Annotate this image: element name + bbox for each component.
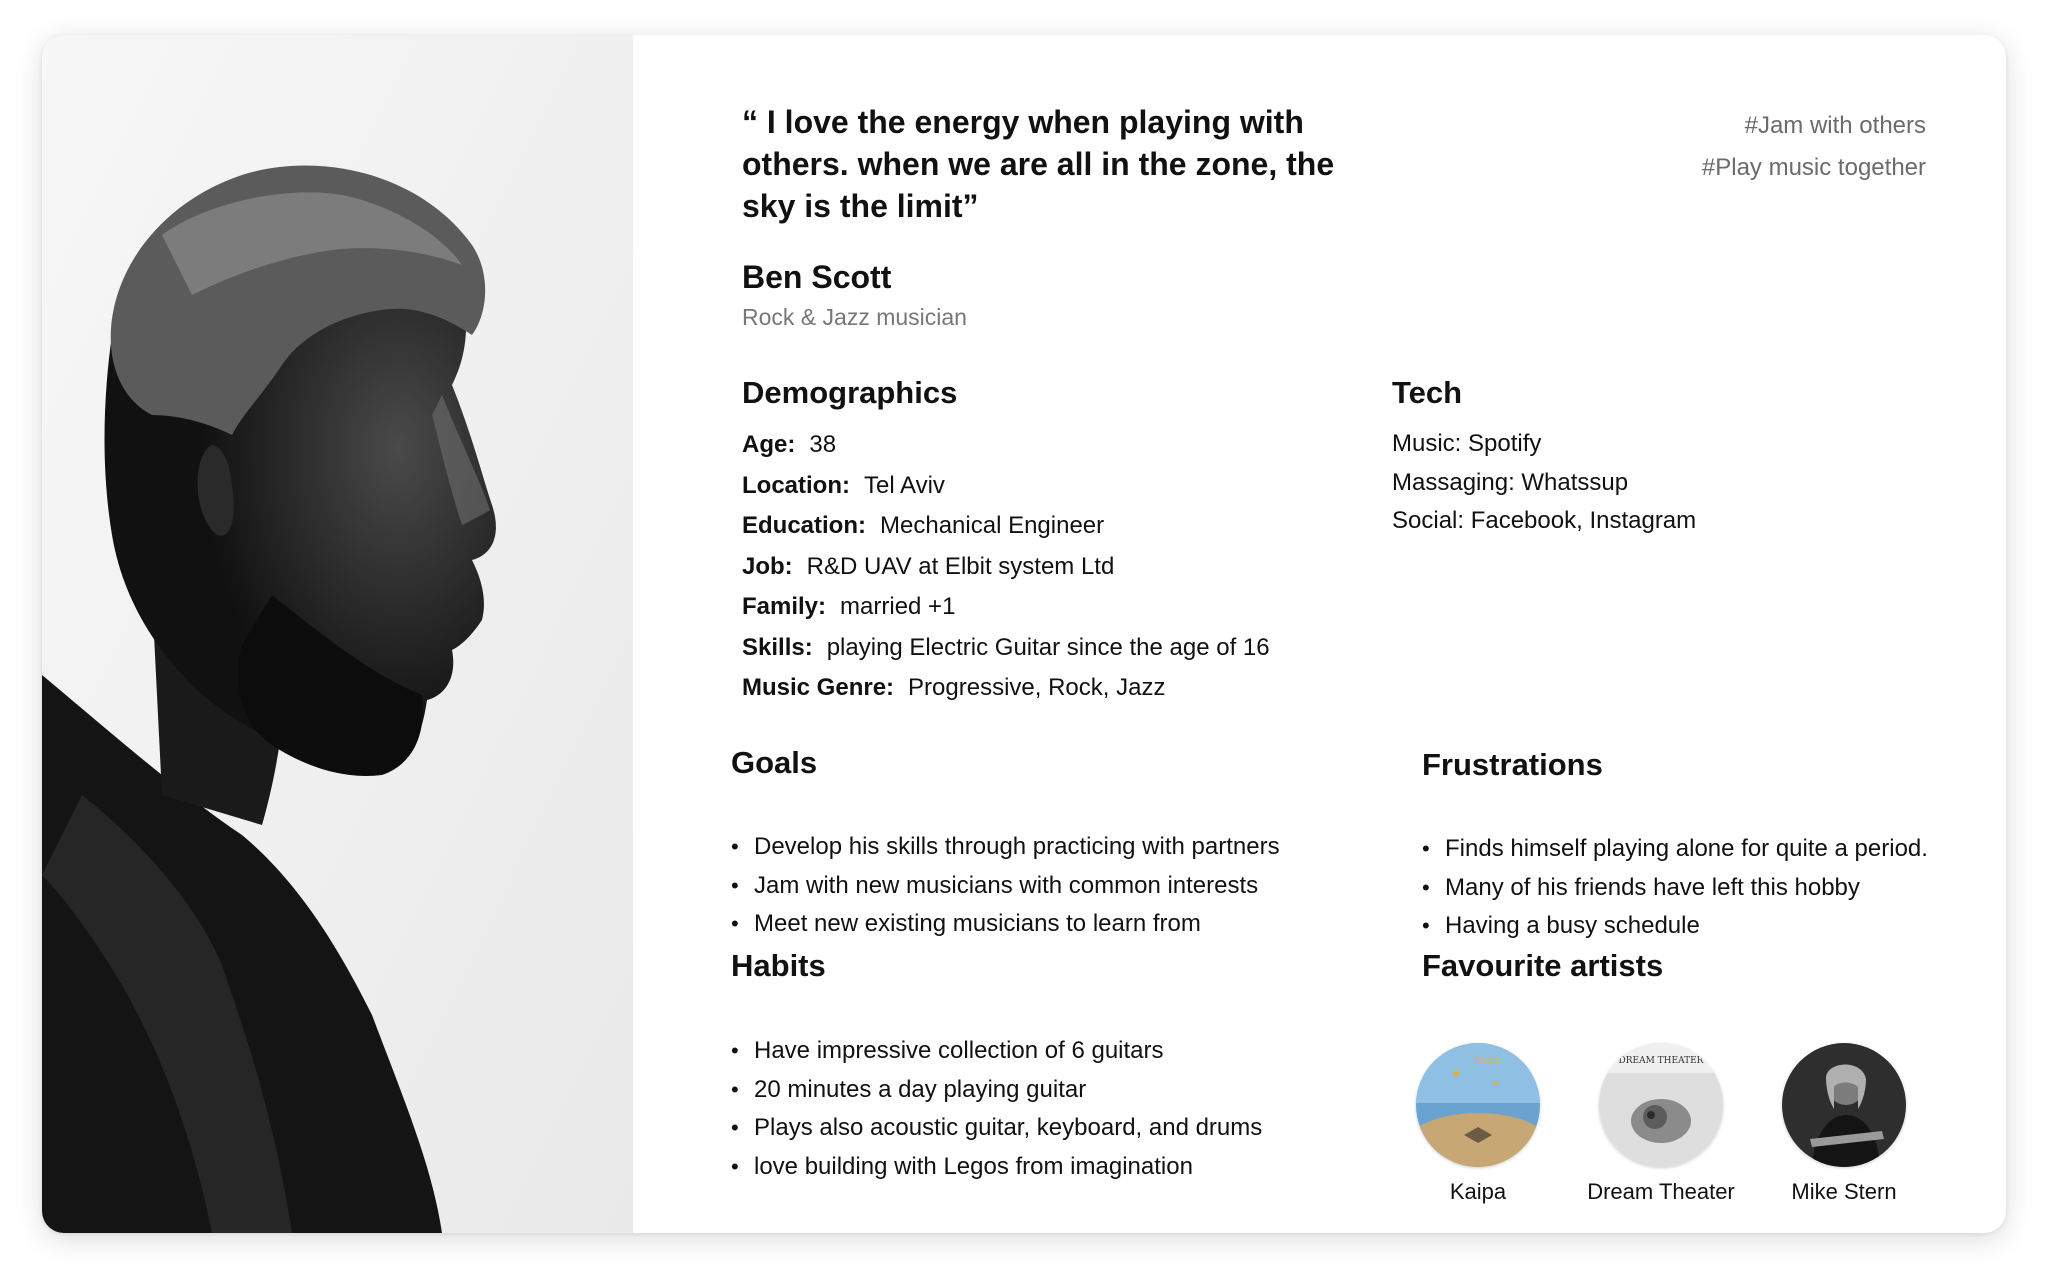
list-item: • Having a busy schedule [1422, 907, 1928, 946]
tech-item: Massaging: Whatssup [1392, 468, 1629, 496]
list-item: • Develop his skills through practicing with partners [731, 828, 1280, 867]
hashtags [1702, 105, 1926, 189]
persona-name: Ben Scott [742, 259, 892, 295]
persona-details [633, 35, 2006, 1233]
demographics-value: R&D UAV at Elbit system Ltd [806, 552, 1115, 580]
demographics-value: Progressive, Rock, Jazz [908, 674, 1166, 701]
demographics-row [742, 547, 1270, 588]
artist-name: Kaipa [1449, 1179, 1507, 1204]
list-item: • Jam with new musicians with common interests [731, 867, 1280, 906]
artist-name: Dream Theater [1587, 1179, 1735, 1204]
demographics-heading: Demographics [742, 375, 958, 410]
demographics-row [742, 587, 1270, 628]
habits-heading: Habits [731, 948, 826, 983]
demographics-value: married +1 [840, 593, 956, 620]
artist-photo-icon [1782, 1043, 1906, 1167]
persona-role: Rock & Jazz musician [742, 304, 967, 330]
demographics-row [742, 668, 1270, 709]
artist-mike-stern [1754, 1043, 1934, 1205]
tech-heading: Tech [1392, 375, 1463, 410]
favourite-artists-heading: Favourite artists [1422, 948, 1664, 983]
list-item: • 20 minutes a day playing guitar [731, 1071, 1262, 1110]
list-item: • Meet new existing musicians to learn from [731, 905, 1280, 944]
tech-item: Social: Facebook, Instagram [1392, 507, 1697, 534]
frustrations-list [1422, 830, 1928, 946]
frustrations-heading: Frustrations [1422, 747, 1603, 782]
demographics-value: Mechanical Engineer [880, 512, 1105, 539]
album-art-icon [1416, 1043, 1540, 1167]
demographics-row [742, 466, 1270, 507]
tech-list [1392, 425, 1696, 541]
demographics-row [742, 506, 1270, 547]
demographics-label: Job: [742, 552, 793, 580]
goals-list [731, 828, 1280, 944]
list-item: • Many of his friends have left this hobby [1422, 869, 1928, 908]
artist-kaipa [1388, 1043, 1568, 1205]
demographics-value: Tel Aviv [864, 471, 945, 499]
list-item: • Plays also acoustic guitar, keyboard, and drums [731, 1109, 1262, 1148]
tech-item: Music: Spotify [1392, 430, 1542, 457]
persona-photo [42, 35, 633, 1233]
demographics-value: playing Electric Guitar since the age of 16 [826, 633, 1270, 661]
album-art-icon [1599, 1043, 1723, 1167]
demographics-list [742, 425, 1270, 709]
demographics-label: Location: [742, 471, 850, 499]
hashtag: #Jam with others [1744, 112, 1926, 139]
hashtag: #Play music together [1701, 154, 1926, 181]
demographics-label: Skills: [742, 633, 813, 661]
persona-quote: “ I love the energy when playing with others. when we are all in the zone, the sky is the limit” [742, 104, 1335, 224]
goals-heading: Goals [731, 745, 818, 780]
demographics-label: Family: [742, 593, 827, 620]
demographics-label: Education: [742, 512, 866, 539]
list-item: • Finds himself playing alone for quite a period. [1422, 830, 1928, 869]
list-item: • Have impressive collection of 6 guitars [731, 1032, 1262, 1071]
artist-dream-theater [1571, 1043, 1751, 1205]
habits-list [731, 1032, 1262, 1186]
svg-text:Kaipa: Kaipa [1474, 1056, 1501, 1066]
demographics-row [742, 425, 1270, 466]
demographics-label: Age: [742, 431, 796, 458]
demographics-row [742, 628, 1270, 669]
list-item: • love building with Legos from imagination [731, 1148, 1262, 1187]
artist-name: Mike Stern [1791, 1179, 1897, 1204]
man-profile-portrait-icon [42, 35, 633, 1233]
svg-text:DREAM THEATER: DREAM THEATER [1618, 1056, 1704, 1066]
persona-card [42, 35, 2006, 1233]
demographics-value: 38 [809, 431, 837, 458]
demographics-label: Music Genre: [742, 674, 895, 701]
